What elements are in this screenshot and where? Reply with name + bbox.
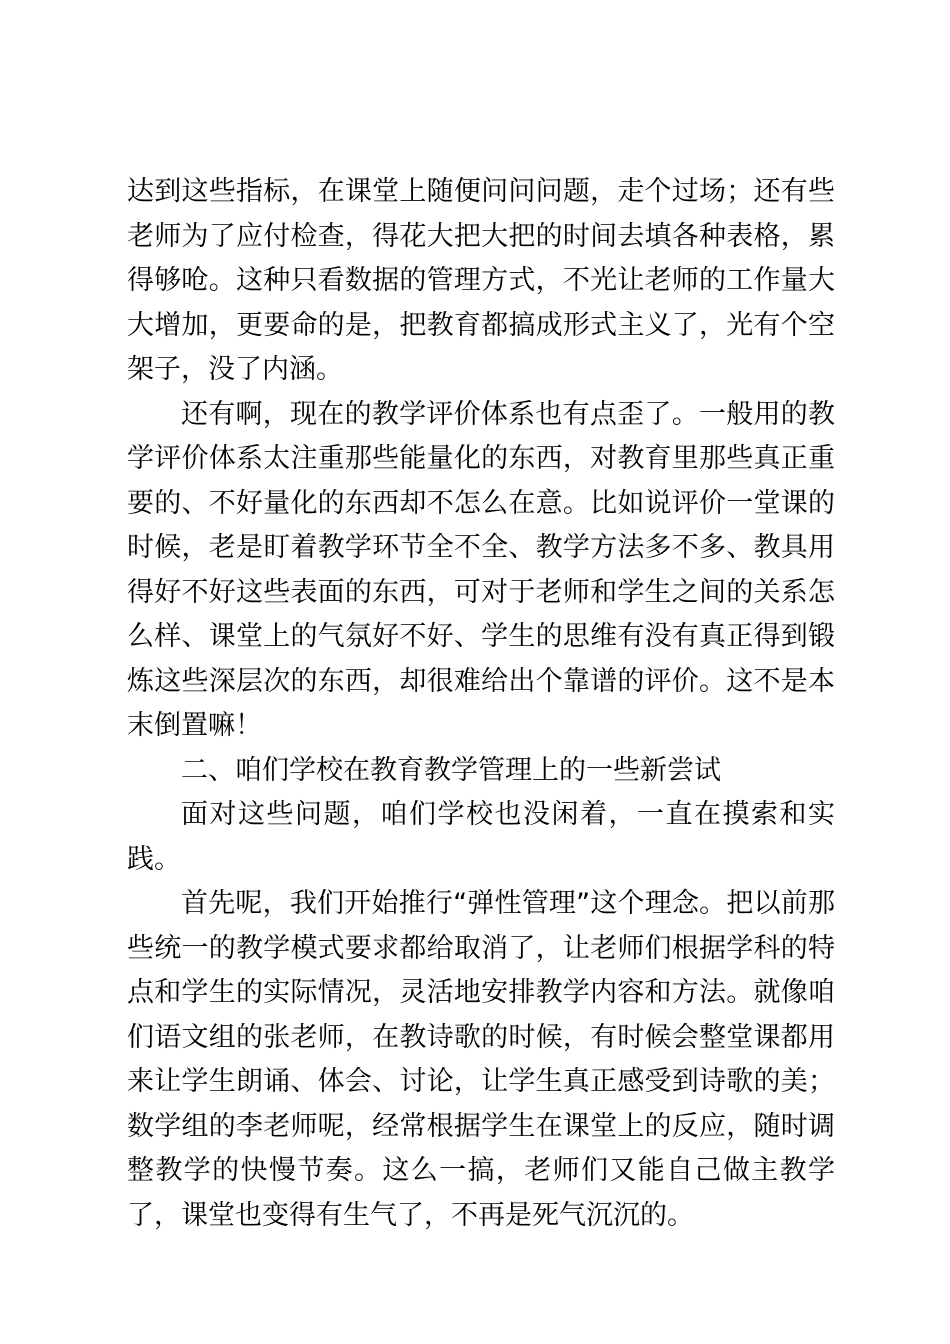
paragraph-intro: 面对这些问题，咱们学校也没闲着，一直在摸索和实践。 [127,799,835,875]
paragraph-flexible-management: 首先呢，我们开始推行“弹性管理”这个理念。把以前那些统一的教学模式要求都给取消了，让老师们根据学科的特点和学生的实际情况，灵活地安排教学内容和方法。就像咱们语文组的张老师，在教诗歌的时候，有时候会整堂课都用来让学生朗诵、体会、讨论，让学生真正感受到诗歌的美；数学组的李老师呢，经常根据学生在课堂上的反应，随时调整教学的快慢节奏。这么一搞，老师们又能自己做主教学了，课堂也变得有生气了，不再是死气沉沉的。 [127,888,835,1231]
paragraph-evaluation-system: 还有啊，现在的教学评价体系也有点歪了。一般用的教学评价体系太注重那些能量化的东西，对教育里那些真正重要的、不好量化的东西却不怎么在意。比如说评价一堂课的时候，老是盯着教学环节全不全、教学方法多不多、教具用得好不好这些表面的东西，可对于老师和学生之间的关系怎么样、课堂上的气氛好不好、学生的思维有没有真正得到锻炼这些深层次的东西，却很难给出个靠谱的评价。这不是本末倒置嘛！ [127,398,835,741]
section-heading: 二、咱们学校在教育教学管理上的一些新尝试 [181,754,721,786]
document-body [127,170,835,1238]
paragraph-continuation: 达到这些指标，在课堂上随便问问问题，走个过场；还有些老师为了应付检查，得花大把大把的时间去填各种表格，累得够呛。这种只看数据的管理方式，不光让老师的工作量大大增加，更要命的是，把教育都搞成形式主义了，光有个空架子，没了内涵。 [127,176,835,385]
